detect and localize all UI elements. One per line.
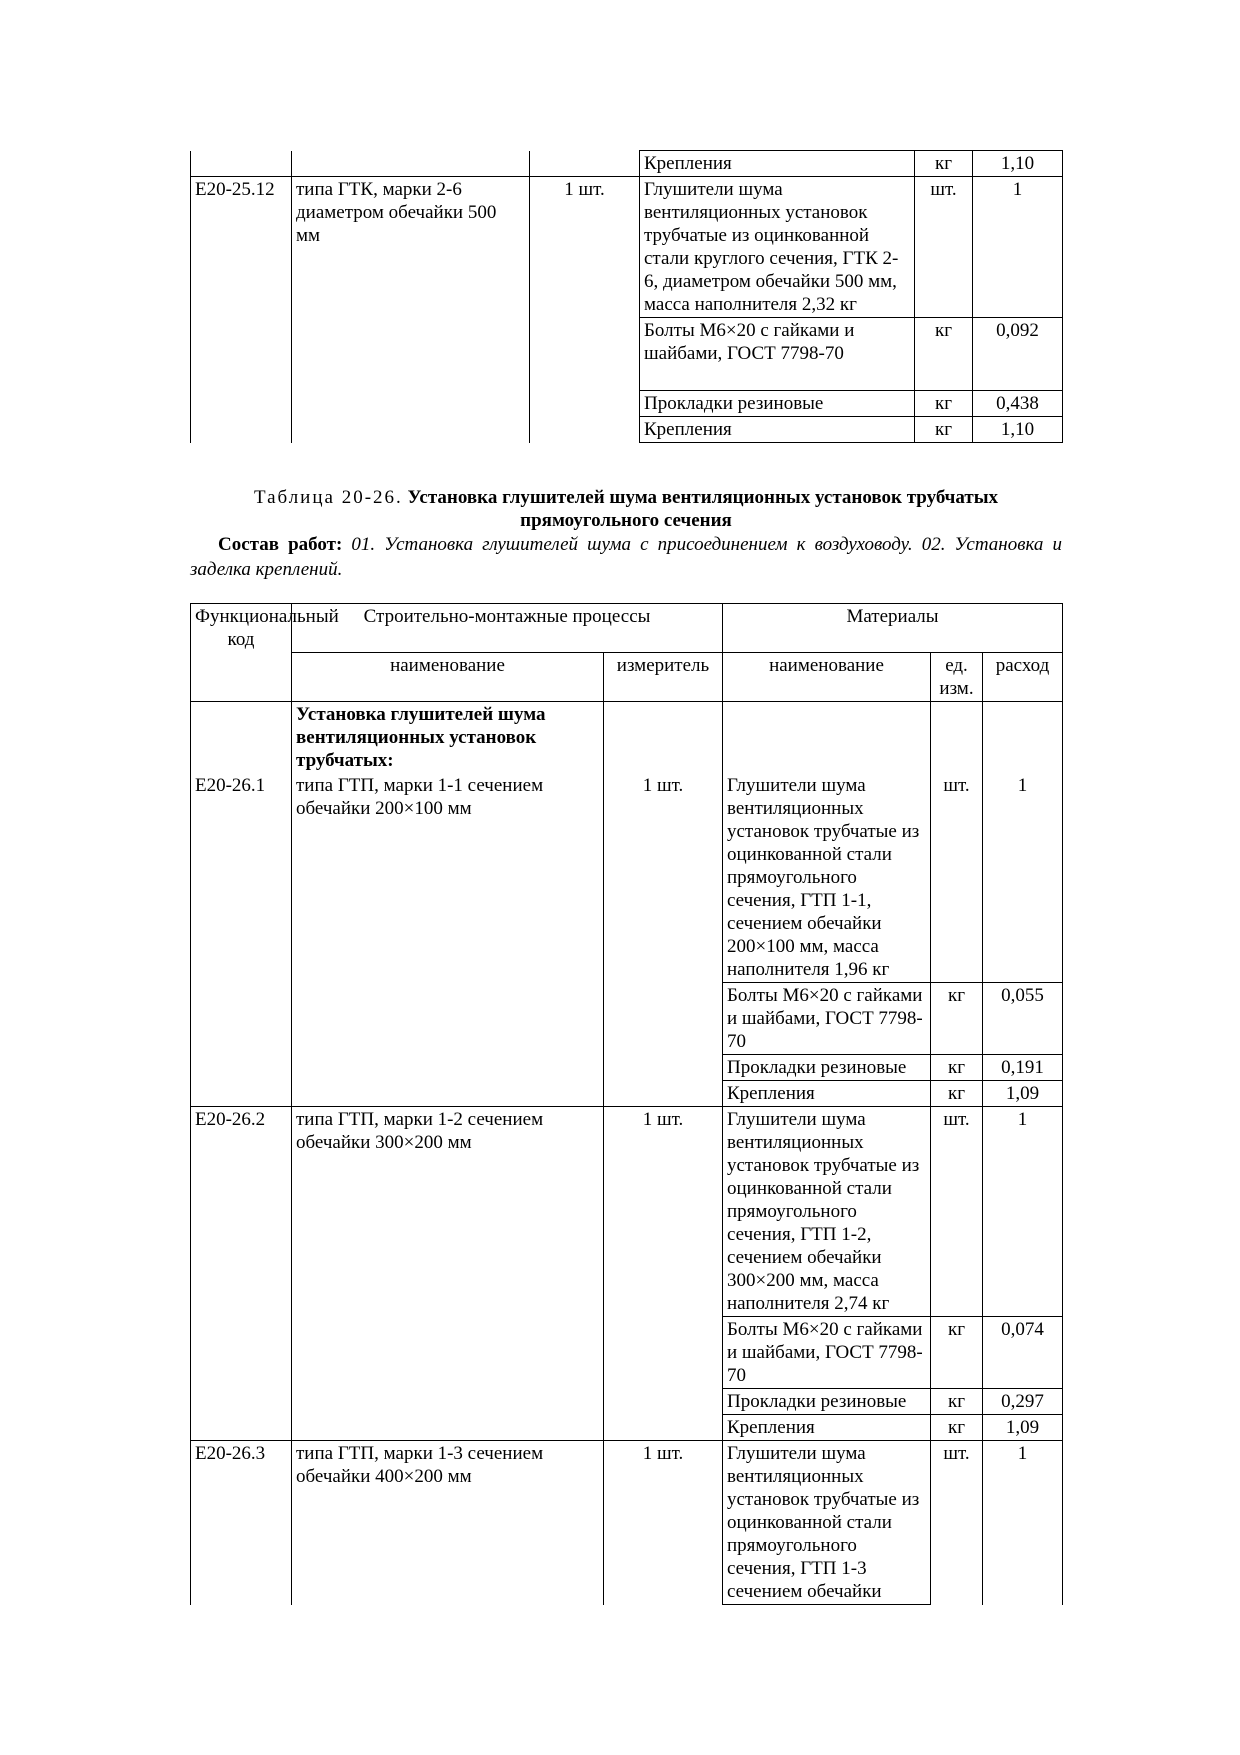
- table-row: [191, 1441, 1063, 1605]
- process-name-cell: типа ГТК, марки 2-6 диаметром обечайки 500 мм: [292, 177, 530, 443]
- code-cell: [191, 702, 292, 774]
- header-code: Функциональный код: [191, 604, 292, 702]
- material-unit: [931, 702, 983, 774]
- material-name: Крепления: [640, 151, 915, 177]
- measure-cell: 1 шт.: [604, 1107, 723, 1441]
- measure-cell: [530, 151, 640, 177]
- header-processes: Строительно-монтажные процессы: [292, 604, 723, 653]
- material-amount: 1,10: [973, 417, 1063, 443]
- header-material-unit: ед. изм.: [931, 653, 983, 702]
- measure-cell: [604, 702, 723, 774]
- material-amount: [983, 702, 1063, 774]
- material-unit: кг: [931, 983, 983, 1055]
- material-name: Глушители шума вентиляционных установок трубчатые из оцинкованной стали круглого сечения, ГТК 2-6, диаметром обечайки 500 мм, масса наполнителя 2,32 кг: [640, 177, 915, 318]
- header-row: [191, 653, 1063, 702]
- continuation-table: [190, 150, 1063, 443]
- group-title: Установка глушителей шума вентиляционных установок трубчатых:: [292, 702, 604, 774]
- header-material-name: наименование: [723, 653, 931, 702]
- table-number: Таблица 20-26.: [253, 487, 403, 508]
- material-name: Прокладки резиновые: [640, 391, 915, 417]
- table-row: [191, 773, 1063, 983]
- material-amount: 1,09: [983, 1081, 1063, 1107]
- group-title-row: [191, 702, 1063, 774]
- measure-cell: 1 шт.: [604, 773, 723, 1107]
- material-name: Крепления: [723, 1415, 931, 1441]
- material-amount: 1: [983, 1107, 1063, 1317]
- code-cell: Е20-26.2: [191, 1107, 292, 1441]
- table-caption: [190, 486, 1062, 532]
- material-name: Глушители шума вентиляционных установок трубчатые из оцинкованной стали прямоугольного сечения, ГТП 1-1, сечением обечайки 200×100 мм, масса наполнителя 1,96 кг: [723, 773, 931, 983]
- material-unit: шт.: [931, 1107, 983, 1317]
- material-unit: кг: [931, 1055, 983, 1081]
- material-amount: 0,297: [983, 1389, 1063, 1415]
- material-amount: 0,055: [983, 983, 1063, 1055]
- process-name-cell: типа ГТП, марки 1-2 сечением обечайки 300×200 мм: [292, 1107, 604, 1441]
- norms-table: [190, 603, 1063, 1605]
- material-name: Болты М6×20 с гайками и шайбами, ГОСТ 7798-70: [723, 1317, 931, 1389]
- material-unit: кг: [931, 1389, 983, 1415]
- header-row: [191, 604, 1063, 653]
- process-name-cell: типа ГТП, марки 1-1 сечением обечайки 200×100 мм: [292, 773, 604, 1107]
- material-name: Болты М6×20 с гайками и шайбами, ГОСТ 7798-70: [640, 318, 915, 391]
- material-unit: кг: [931, 1317, 983, 1389]
- material-name: Крепления: [723, 1081, 931, 1107]
- material-amount: 0,191: [983, 1055, 1063, 1081]
- header-materials: Материалы: [723, 604, 1063, 653]
- material-amount: 0,074: [983, 1317, 1063, 1389]
- material-amount: 0,438: [973, 391, 1063, 417]
- table-row: [191, 1107, 1063, 1317]
- code-cell: [191, 151, 292, 177]
- material-name: Болты М6×20 с гайками и шайбами, ГОСТ 7798-70: [723, 983, 931, 1055]
- material-unit: кг: [915, 151, 973, 177]
- code-cell: Е20-26.1: [191, 773, 292, 1107]
- header-material-amount: расход: [983, 653, 1063, 702]
- material-amount: 0,092: [973, 318, 1063, 391]
- table-row: [191, 177, 1063, 318]
- material-unit: кг: [931, 1081, 983, 1107]
- header-measure: измеритель: [604, 653, 723, 702]
- material-amount: 1,09: [983, 1415, 1063, 1441]
- composition-label: Состав работ:: [218, 534, 343, 555]
- material-name: [723, 702, 931, 774]
- material-amount: 1: [983, 1441, 1063, 1605]
- process-name-cell: типа ГТП, марки 1-3 сечением обечайки 400×200 мм: [292, 1441, 604, 1605]
- material-unit: кг: [931, 1415, 983, 1441]
- table-title: Установка глушителей шума вентиляционных установок трубчатых прямоугольного сечения: [407, 487, 999, 531]
- material-amount: 1,10: [973, 151, 1063, 177]
- material-name: Прокладки резиновые: [723, 1389, 931, 1415]
- header-process-name: наименование: [292, 653, 604, 702]
- measure-cell: 1 шт.: [530, 177, 640, 443]
- table-row: [191, 151, 1063, 177]
- material-unit: кг: [915, 318, 973, 391]
- material-unit: шт.: [931, 1441, 983, 1605]
- material-unit: шт.: [931, 773, 983, 983]
- measure-cell: 1 шт.: [604, 1441, 723, 1605]
- material-amount: 1: [983, 773, 1063, 983]
- work-composition: [190, 532, 1062, 582]
- composition-text: 01. Установка глушителей шума с присоединением к воздуховоду. 02. Установка и заделка креплений.: [190, 534, 1062, 580]
- material-name: Крепления: [640, 417, 915, 443]
- material-unit: шт.: [915, 177, 973, 318]
- material-unit: кг: [915, 391, 973, 417]
- process-name-cell: [292, 151, 530, 177]
- material-name: Глушители шума вентиляционных установок трубчатые из оцинкованной стали прямоугольного сечения, ГТП 1-2, сечением обечайки 300×200 мм, масса наполнителя 2,74 кг: [723, 1107, 931, 1317]
- material-amount: 1: [973, 177, 1063, 318]
- material-name: Глушители шума вентиляционных установок трубчатые из оцинкованной стали прямоугольного сечения, ГТП 1-3 сечением обечайки: [723, 1441, 931, 1605]
- material-unit: кг: [915, 417, 973, 443]
- code-cell: Е20-25.12: [191, 177, 292, 443]
- material-name: Прокладки резиновые: [723, 1055, 931, 1081]
- code-cell: Е20-26.3: [191, 1441, 292, 1605]
